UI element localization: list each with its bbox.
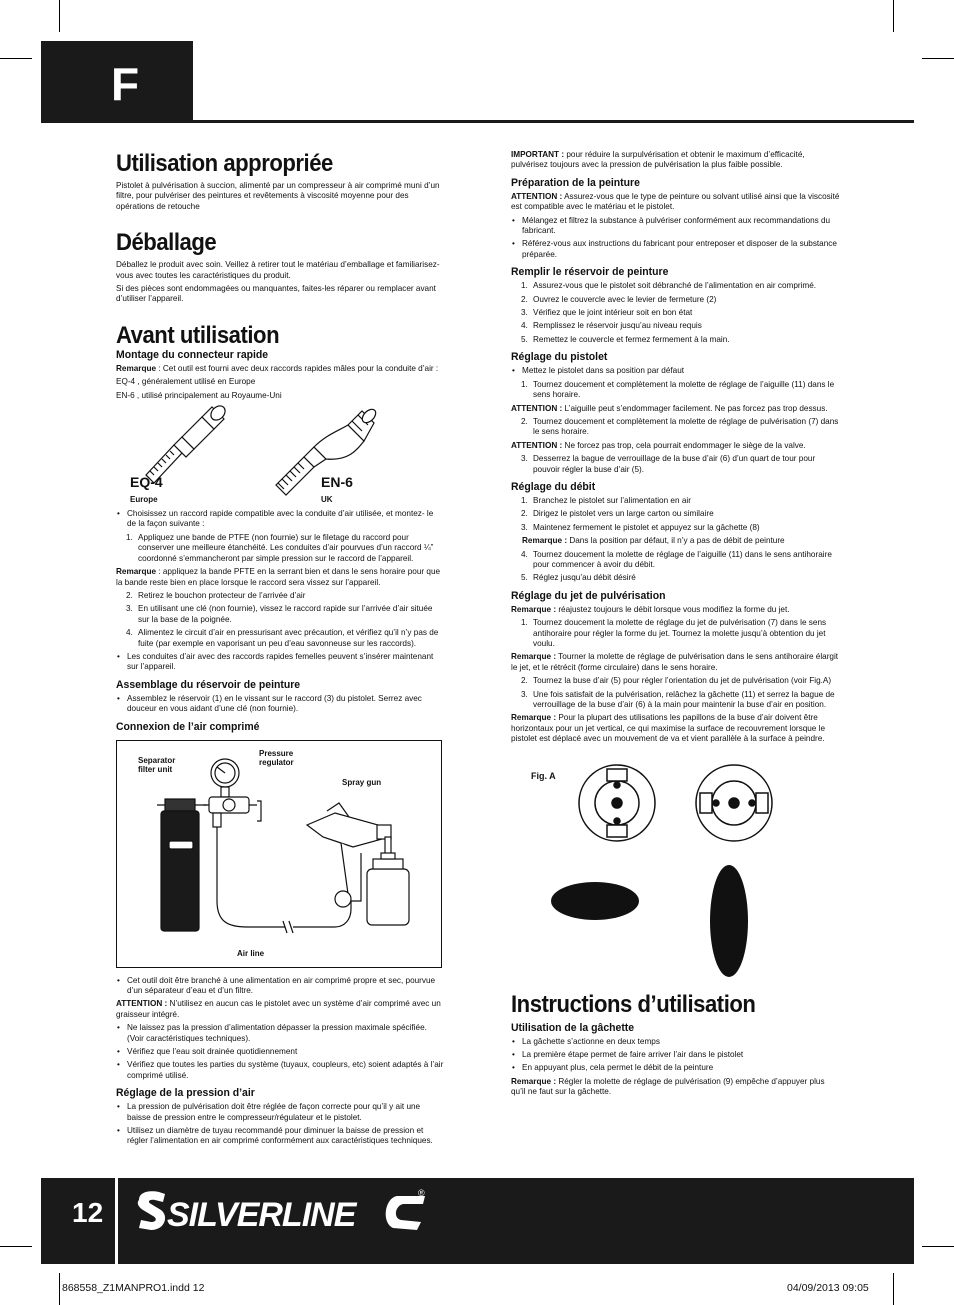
heading-air-pressure: Réglage de la pression d’air [116, 1087, 255, 1100]
pressure-regulator-label: Pressure regulator [259, 748, 294, 768]
heading-trigger: Utilisation de la gâchette [511, 1021, 635, 1034]
crop-mark [893, 0, 894, 32]
heading-air-connection: Connexion de l’air comprimé [116, 720, 260, 733]
gun-step-1: 1. Tournez doucement et complètement la molette de réglage de l’aiguille (11) dans le sens horaire. [521, 379, 835, 400]
heading-quick-connector: Montage du connecteur rapide [116, 348, 269, 361]
connector-illustration [116, 405, 444, 503]
jet-remark-3: Remarque : Pour la plupart des utilisations les papillons de la buse d’air doivent être horizontaux pour un jet vertical, ce qui maximise la surface de recouvrement lorsque le pistolet est déplacé avec un mouvement de va et vient parallèle à la surface à peindre. [511, 713, 826, 744]
fill-step: 1. Assurez-vous que le pistolet soit débranché de l’alimentation en air comprimé. [521, 281, 817, 291]
heading-paint-prep: Préparation de la peinture [511, 176, 640, 189]
registered-mark: ® [418, 1188, 425, 1198]
bullet-pressure-1: • La pression de pulvérisation doit être réglée de façon correcte pour qu’il y ait une baisse de pression entre le compresseur/régulateur et le pistolet. [116, 1102, 444, 1123]
prep-bullet-1: • Mélangez et filtrez la substance à pulvériser conformément aux recommandations du fabricant. [511, 216, 841, 237]
step-4: 4. Alimentez le circuit d’air en pressurisant avec précaution, et vérifiez qu’il n’y pas de fuite (par exemple en vaporisant un peu d’eau savonneuse sur les raccords). [126, 628, 439, 648]
crop-mark [59, 1273, 60, 1305]
step-1: 1. Appliquez une bande de PTFE (non fournie) sur le filetage du raccord pour conserver une meilleure étanchéité. Les conduites d’air pourvues d’un raccord ¼” coordonné s’emmancheront par simple pression sur le raccord de l’appareil. [126, 532, 434, 563]
flow-remark: Remarque : Dans la position par défaut, il n’y a pas de débit de peinture [522, 536, 785, 546]
heading-spray-jet: Réglage du jet de pulvérisation [511, 589, 666, 602]
crop-mark [922, 1246, 954, 1247]
heading-instructions: Instructions d’utilisation [511, 990, 756, 1018]
air-connection-diagram [116, 740, 442, 968]
quick-en6: EN-6 , utilisé principalement au Royaume-Uni [116, 390, 282, 400]
air-line-label: Air line [237, 948, 265, 958]
jet-step-3: 3. Une fois satisfait de la pulvérisation, relâchez la gâchette (11) et serrez la bague de verrouillage de la buse d’air (6) à la main pour maintenir la buse d’air en position. [521, 689, 835, 710]
print-date: 04/09/2013 09:05 [787, 1282, 869, 1294]
bullet-pressure-2: • Utilisez un diamètre de tuyau recommandé pour diminuer la baisse de pression et régler l’alimentation en air comprimé conformément aux caractéristiques techniques. [116, 1126, 444, 1147]
bullet-choose: • Choisissez un raccord rapide compatible avec la conduite d’air utilisée, et montez- le de la façon suivante : [116, 509, 444, 530]
heading-fill-reservoir: Remplir le réservoir de peinture [511, 266, 669, 279]
flow-step: 1. Branchez le pistolet sur l’alimentation en air [521, 495, 691, 505]
bullet-drain: • Vérifiez que l’eau soit drainée quotidiennement [116, 1047, 444, 1057]
ptfe-remark: Remarque : appliquez la bande PFTE en la serrant bien et dans le sens horaire pour que la bande reste bien en place lorsque le raccord sera vissez sur l’appareil. [116, 567, 441, 587]
flow-step: 2. Dirigez le pistolet vers un large carton ou similaire [521, 509, 714, 519]
crop-mark [922, 58, 954, 59]
prep-bullet-2: • Référez-vous aux instructions du fabricant pour entreposer et disposer de la substance préparée. [511, 239, 841, 260]
fill-step: 2. Ouvrez le couvercle avec le levier de fermeture (2) [521, 294, 717, 304]
quick-remark: Remarque : Cet outil est fourni avec deux raccords rapides mâles pour la conduite d’air : [116, 363, 439, 373]
heading-before-use: Avant utilisation [116, 321, 280, 349]
spray-gun-label: Spray gun [342, 777, 382, 787]
trigger-bullet: • La première étape permet de faire arriver l’air dans le pistolet [511, 1050, 841, 1060]
bullet-max-pressure: • Ne laissez pas la pression d’alimentation dépasser la pression maximale spécifiée. (Voir caractéristiques techniques). [116, 1023, 444, 1044]
brand-name: SILVERLINE [167, 1196, 356, 1234]
header-rule [193, 120, 914, 123]
crop-mark [0, 1246, 32, 1247]
page-number: 12 [72, 1197, 104, 1228]
flow-step: 5. Réglez jusqu’au débit désiré [521, 573, 636, 583]
crop-mark [59, 0, 60, 32]
gun-step-3: 3. Desserrez la bague de verrouillage de la buse d’air (6) d’un quart de tour pour pouvoir régler la buse d’air (5). [521, 454, 816, 474]
quick-eq4: EQ-4 , généralement utilisé en Europe [116, 377, 256, 387]
bullet-reservoir: • Assemblez le réservoir (1) en le vissant sur le raccord (3) du pistolet. Serrez avec douceur en vous aidant d’une clé (non fournie). [116, 694, 444, 715]
left-column [116, 150, 444, 1150]
heading-flow: Réglage du débit [511, 480, 596, 493]
figure-a [511, 755, 841, 985]
prep-attention: ATTENTION : Assurez-vous que le type de peinture ou solvant utilisé ainsi que la viscosité est compatible avec le matériau et le pistolet. [511, 191, 840, 212]
heading-reservoir: Assemblage du réservoir de peinture [116, 678, 301, 691]
fill-step: 4. Remplissez le réservoir jusqu’au niveau requis [521, 321, 702, 331]
heading-gun-setting: Réglage du pistolet [511, 351, 608, 364]
unpack-text-2: Si des pièces sont endommagées ou manquantes, faites-les réparer ou remplacer avant d’utiliser l’appareil. [116, 284, 436, 304]
step-3: 3. En utilisant une clé (non fournie), vissez le raccord rapide sur l’arrivée d’air située sur la base de la poignée. [126, 604, 433, 624]
heading-unpacking: Déballage [116, 229, 217, 257]
gun-attention-2: ATTENTION : Ne forcez pas trop, cela pourrait endommager le siège de la valve. [511, 440, 806, 450]
step-2: 2. Retirez le bouchon protecteur de l’arrivée d’air [126, 590, 306, 600]
trigger-remark: Remarque : Régler la molette de réglage de pulvérisation (9) empêche d’appuyer plus qu’il ne faut sur la gâchette. [511, 1076, 825, 1097]
important-note: IMPORTANT : pour réduire la surpulvérisation et obtenir le maximum d’efficacité, pulvérisez toujours avec la pression de pulvérisation la plus faible possible. [511, 150, 805, 170]
bullet-parts: • Vérifiez que toutes les parties du système (tuyaux, coupleurs, etc) soient adaptés à l’air comprimé utilisé. [116, 1060, 444, 1081]
bullet-female: • Les conduites d’air avec des raccords rapides femelles peuvent s’insérer maintenant sur l’appareil. [116, 652, 444, 673]
flow-step: 4. Tournez doucement la molette de réglage de l’aiguille (11) dans le sens antihoraire pour commencer à avoir du débit. [521, 549, 832, 569]
en6-label: EN-6 [321, 474, 353, 491]
en6-sublabel: UK [321, 495, 333, 505]
right-column [511, 150, 841, 1101]
figure-a-label: Fig. A [531, 770, 556, 781]
eq4-label: EQ-4 [130, 474, 163, 491]
section-letter: F [111, 58, 140, 110]
crop-mark [0, 58, 32, 59]
footer-divider [115, 1178, 118, 1264]
separator-label: Separator filter unit [138, 755, 176, 775]
spray-patterns-drawing [511, 755, 841, 985]
jet-step-1: 1. Tournez doucement la molette de réglage du jet de pulvérisation (7) dans le sens antihoraire pour régler la forme du jet. Tournez la molette jusqu’à obtention du jet voulu. [521, 618, 827, 648]
trigger-bullet: • En appuyant plus, cela permet le débit de la peinture [511, 1063, 841, 1073]
silverline-logo [135, 1186, 435, 1243]
brand-logo [135, 1186, 435, 1238]
gun-attention-1: ATTENTION : L’aiguille peut s’endommager facilement. Ne pas forcez pas trop dessus. [511, 403, 828, 413]
jet-step-2: 2. Tournez la buse d’air (5) pour régler l’orientation du jet de pulvérisation (voir Fig.A) [521, 676, 832, 686]
usage-text: Pistolet à pulvérisation à succion, alimenté par un compresseur à air comprimé muni d’un filtre, pour pulvériser des peintures et revêtements à viscosité moyenne pour des opérations de retouche [116, 181, 440, 211]
file-info: 868558_Z1MANPRO1.indd 12 [62, 1282, 205, 1294]
trigger-bullet: • La gâchette s’actionne en deux temps [511, 1037, 841, 1047]
fill-step: 3. Vérifiez que le joint intérieur soit en bon état [521, 308, 693, 318]
connectors-drawing [116, 405, 444, 503]
attention-lubricator: ATTENTION : N’utilisez en aucun cas le pistolet avec un système d’air comprimé avec un graisseur intégré. [116, 999, 441, 1019]
heading-usage: Utilisation appropriée [116, 150, 333, 177]
fill-step: 5. Remettez le couvercle et fermez fermement à la main. [521, 334, 730, 344]
crop-mark [893, 1273, 894, 1305]
bullet-air-supply: • Cet outil doit être branché à une alimentation en air comprimé propre et sec, pourvue d’un séparateur d’eau et d’un filtre. [116, 976, 444, 997]
gun-bullet: • Mettez le pistolet dans sa position par défaut [511, 366, 841, 376]
jet-remark-1: Remarque : réajustez toujours le débit lorsque vous modifiez la forme du jet. [511, 604, 790, 614]
unpack-text-1: Déballez le produit avec soin. Veillez à retirer tout le matériau d’emballage et familiarisez-vous avec toutes les caractéristiques du produit. [116, 260, 440, 280]
flow-step: 3. Maintenez fermement le pistolet et appuyez sur la gâchette (8) [521, 522, 760, 532]
jet-remark-2: Remarque : Tourner la molette de réglage de pulvérisation dans le sens antihoraire élargit le jet, et le rétrécit (forme circulaire) dans le sens horaire. [511, 652, 839, 672]
gun-step-2: 2. Tournez doucement et complètement la molette de réglage de pulvérisation (7) dans le sens horaire. [521, 416, 839, 437]
eq4-sublabel: Europe [130, 495, 158, 505]
section-tab [41, 41, 193, 123]
